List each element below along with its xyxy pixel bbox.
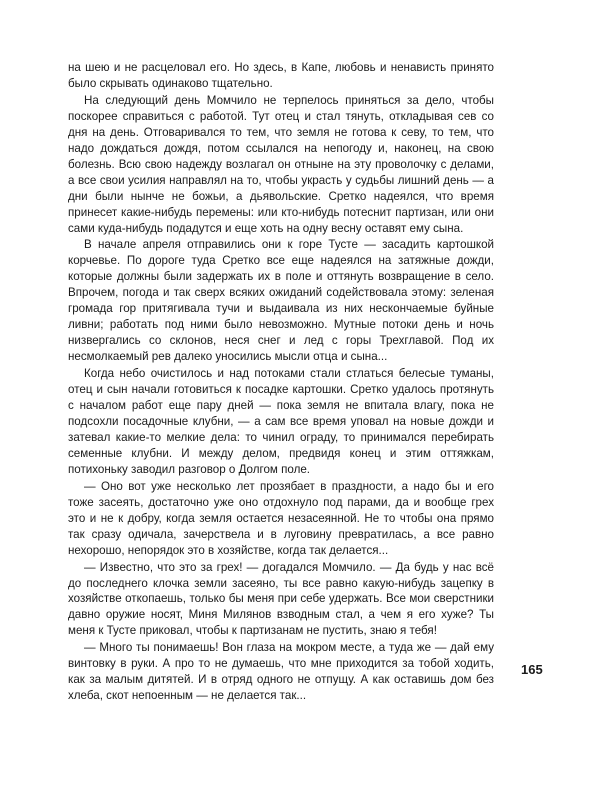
page-number: 165: [521, 662, 543, 677]
paragraph-2: На следующий день Момчило не терпелось приняться за дело, чтобы поскорее справиться с работой. Тут отец и стал тянуть, откладывая сев со дня на день. Отговаривался то тем, что земля не готова к севу, то тем, что надо дождаться дождя, потом ссылался на непогоду и, наконец, на свою болезнь. Всю свою надежду возлагал он отныне на эту проволочку с делами, а все свои усилия направлял на то, чтобы украсть у судьбы лишний день — а дни были нынче не божьи, а дьявольские. Сретко надеялся, что время принесет какие-нибудь перемены: или кто-нибудь потеснит партизан, или они сами куда-нибудь подадутся и еще хоть на одну весну оставят ему сына.: [68, 93, 494, 235]
paragraph-1: на шею и не расцеловал его. Но здесь, в Капе, любовь и ненависть принято было скрывать одинаково тщательно.: [68, 61, 494, 90]
paragraph-4: Когда небо очистилось и над потоками стали стлаться белесые туманы, отец и сын начали готовиться к посадке картошки. Сретко удалось протянуть с началом работ еще пару дней — пока земля не впитала влагу, пока не подсохли посадочные клубни, — а сам все время уповал на новые дожди и затевал какие-то мелкие дела: то чинил ограду, то принимался перебирать семенные клубни. И между делом, предвидя конец и этим оттяжкам, потихоньку заводил разговор о Долгом поле.: [68, 367, 494, 476]
page-text: [68, 60, 494, 704]
paragraph-5: — Оно вот уже несколько лет прозябает в праздности, а надо бы и его тоже засеять, достаточно уже оно отдохнуло под парами, да и вообще грех это и не к добру, когда земля остается незасеянной. Не то чтобы она прямо так сразу одичала, зачерствела и в луговину превратилась, а все равно нехорошо, непорядок это в хозяйстве, когда так делается...: [68, 479, 494, 557]
paragraph-7: — Много ты понимаешь! Вон глаза на мокром месте, а туда же — дай ему винтовку в руки. А про то не думаешь, что мне приходится за тобой ходить, как за малым дитятей. И в отряд одного не отпущу. А как оставишь дом без хлеба, скот непоенным — не делается так...: [68, 641, 494, 703]
paragraph-6: — Известно, что это за грех! — догадался Момчило. — Да будь у нас всё до последнего клочка земли засеяно, ты все равно какую-нибудь зацепку в хозяйстве откопаешь, только бы меня при себе удержать. Все мои сверстники давно оружие носят, Миня Милянов взводным стал, а чем я его хуже? Ты меня к Тусте приковал, чтобы к партизанам не пустить, знаю я тебя!: [68, 560, 494, 638]
paragraph-3: В начале апреля отправились они к горе Тусте — засадить картошкой корчевье. По дороге туда Сретко все еще надеялся на затяжные дожди, которые должны были задержать их в поле и оттянуть возвращение в село. Впрочем, погода и так сверх всяких ожиданий содействовала этому: зеленая громада гор притягивала тучи и выдаивала из них нескончаемые буйные ливни; работать под ними было невозможно. Мутные потоки день и ночь низвергались со склонов, неся снег и лед с горы Трехглавой. Под их несмолкаемый рев далеко уносились мысли отца и сына...: [68, 238, 494, 364]
